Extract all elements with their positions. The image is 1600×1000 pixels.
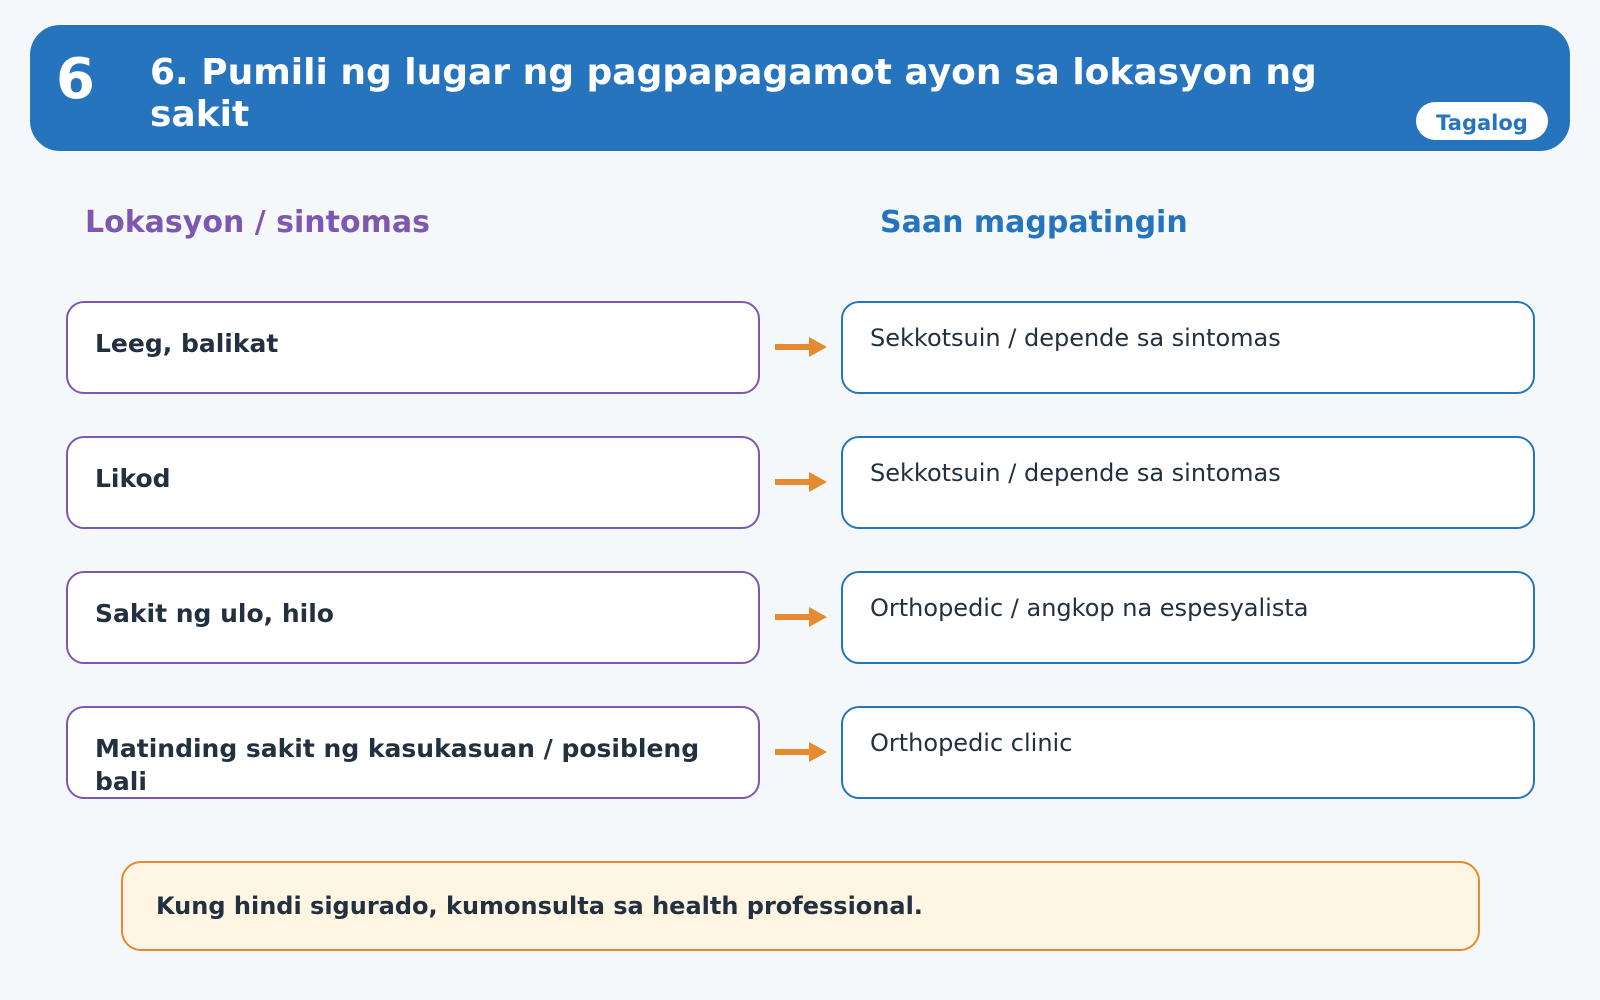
- destination-box: [841, 301, 1535, 394]
- location-box: [66, 706, 760, 799]
- destination-column-heading: Saan magpatingin: [880, 205, 1188, 240]
- advice-note: [121, 861, 1480, 951]
- location-label: Likod: [95, 464, 171, 493]
- destination-label: Sekkotsuin / depende sa sintomas: [870, 324, 1281, 352]
- location-box: [66, 436, 760, 529]
- arrow-right-icon: [775, 740, 827, 764]
- location-label: Leeg, balikat: [95, 329, 279, 358]
- location-box: [66, 571, 760, 664]
- location-column-heading: Lokasyon / sintomas: [85, 205, 430, 240]
- page-title: 6. Pumili ng lugar ng pagpapagamot ayon sa lokasyon ng sakit: [150, 52, 1317, 135]
- arrow-right-icon: [775, 335, 827, 359]
- arrow-right-icon: [775, 605, 827, 629]
- destination-label: Orthopedic / angkop na espesyalista: [870, 594, 1309, 622]
- destination-box: [841, 706, 1535, 799]
- advice-note-text: Kung hindi sigurado, kumonsulta sa health professional.: [156, 892, 923, 920]
- arrow-right-icon: [775, 470, 827, 494]
- location-label: Matinding sakit ng kasukasuan / posibleng bali: [95, 734, 700, 796]
- header-banner: [30, 25, 1570, 151]
- step-number: 6: [56, 47, 95, 112]
- language-badge[interactable]: Tagalog: [1416, 102, 1548, 140]
- destination-box: [841, 436, 1535, 529]
- location-label: Sakit ng ulo, hilo: [95, 599, 334, 628]
- destination-box: [841, 571, 1535, 664]
- destination-label: Orthopedic clinic: [870, 729, 1073, 757]
- location-box: [66, 301, 760, 394]
- destination-label: Sekkotsuin / depende sa sintomas: [870, 459, 1281, 487]
